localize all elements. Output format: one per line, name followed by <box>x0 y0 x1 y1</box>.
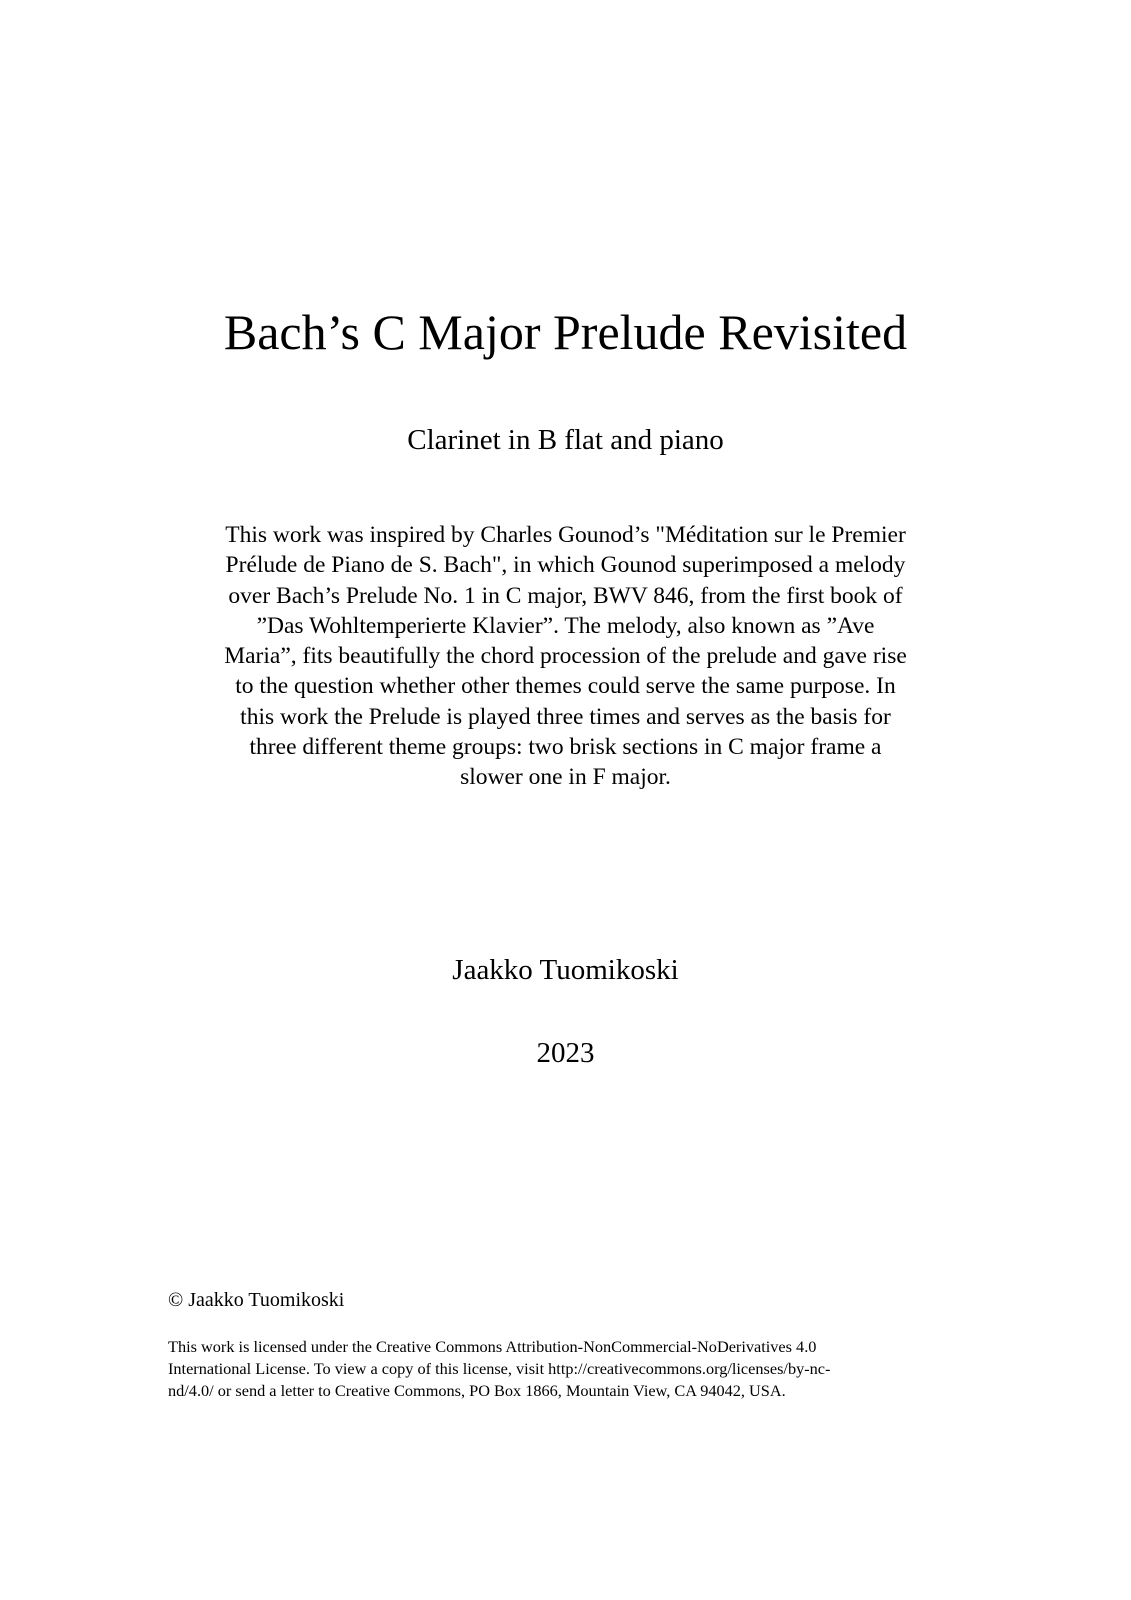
description-line: over Bach’s Prelude No. 1 in C major, BWV 846, from the first book of <box>228 582 903 609</box>
description-line: ”Das Wohltemperierte Klavier”. The melody, also known as ”Ave <box>256 612 875 639</box>
license-notice <box>168 1336 830 1402</box>
subtitle: Clarinet in B flat and piano <box>407 424 724 456</box>
description-line: this work the Prelude is played three times and serves as the basis for <box>240 703 891 730</box>
license-line: nd/4.0/ or send a letter to Creative Commons, PO Box 1866, Mountain View, CA 94042, USA. <box>168 1381 786 1400</box>
copyright-notice: © Jaakko Tuomikoski <box>168 1289 345 1311</box>
license-line: This work is licensed under the Creative Commons Attribution-NonCommercial-NoDerivatives 4.0 <box>168 1337 817 1356</box>
description-line: Maria”, fits beautifully the chord procession of the prelude and gave rise <box>224 643 907 670</box>
description-line: Prélude de Piano de S. Bach", in which Gounod superimposed a melody <box>225 552 906 579</box>
page-title: Bach’s C Major Prelude Revisited <box>223 304 908 360</box>
author: Jaakko Tuomikoski <box>452 954 679 986</box>
description-line: three different theme groups: two brisk sections in C major frame a <box>249 734 882 761</box>
description-line: This work was inspired by Charles Gounod’s "Méditation sur le Premier <box>225 522 906 548</box>
license-line: International License. To view a copy of this license, visit http://creativecommons.org/licenses/by-nc- <box>168 1359 831 1378</box>
description <box>0 520 1131 793</box>
year: 2023 <box>536 1037 595 1069</box>
description-line: to the question whether other themes could serve the same purpose. In <box>235 673 896 700</box>
description-line: slower one in F major. <box>460 764 671 791</box>
